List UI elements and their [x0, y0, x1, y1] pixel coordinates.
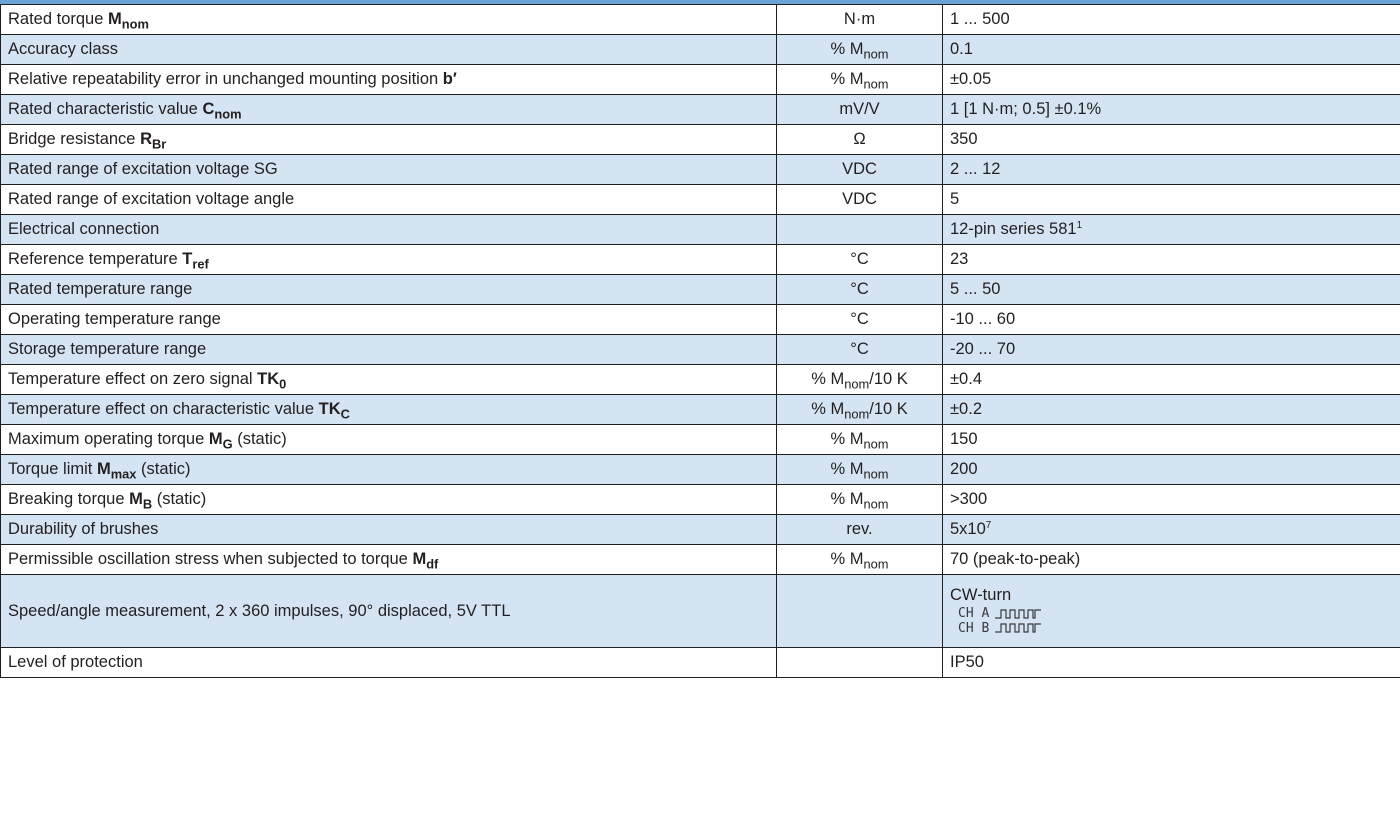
table-row — [1, 425, 1400, 455]
value-cell: 150 — [943, 425, 1400, 455]
parameter-cell: Rated torque $M_{nom}$ — [1, 5, 777, 35]
value-cell: 23 — [943, 245, 1400, 275]
pulse-wave-icon — [995, 609, 1041, 619]
value-cell: $5x10^7$ — [943, 515, 1400, 545]
unit-cell: rev. — [777, 515, 943, 545]
parameter-cell: Rated range of excitation voltage angle — [1, 185, 777, 215]
parameter-cell: Rated temperature range — [1, 275, 777, 305]
table-row — [1, 545, 1400, 575]
unit-cell — [777, 648, 943, 678]
value-cell: 350 — [943, 125, 1400, 155]
value-cell: ±0.05 — [943, 65, 1400, 95]
parameter-cell: Speed/angle measurement, 2 x 360 impulses, 90° displaced, 5V TTL — [1, 575, 777, 648]
parameter-cell: Torque limit $M_{max}$ (static) — [1, 455, 777, 485]
parameter-cell: Temperature effect on zero signal $TK_0$ — [1, 365, 777, 395]
signal-title: CW-turn — [950, 586, 1012, 605]
parameter-cell: Level of protection — [1, 648, 777, 678]
unit-cell: % $M_{nom}/10$ K — [777, 395, 943, 425]
table-row — [1, 575, 1400, 648]
table-row — [1, 485, 1400, 515]
signal-channel — [950, 607, 1400, 621]
channel-label: CH A — [958, 606, 990, 622]
table-row — [1, 215, 1400, 245]
parameter-cell: Operating temperature range — [1, 305, 777, 335]
unit-cell: % $M_{nom}/10$ K — [777, 365, 943, 395]
parameter-cell: Breaking torque $M_B$ (static) — [1, 485, 777, 515]
table-row — [1, 125, 1400, 155]
unit-cell: VDC — [777, 155, 943, 185]
spec-table — [0, 4, 1400, 678]
value-cell: 5 — [943, 185, 1400, 215]
unit-cell: % $M_{nom}$ — [777, 545, 943, 575]
parameter-cell: Rated range of excitation voltage SG — [1, 155, 777, 185]
table-row — [1, 95, 1400, 125]
table-row — [1, 515, 1400, 545]
table-row — [1, 275, 1400, 305]
value-cell: 0.1 — [943, 35, 1400, 65]
table-row — [1, 155, 1400, 185]
table-row — [1, 65, 1400, 95]
table-row — [1, 365, 1400, 395]
value-cell: IP50 — [943, 648, 1400, 678]
value-cell: -10 ... 60 — [943, 305, 1400, 335]
unit-cell: N·m — [777, 5, 943, 35]
table-row — [1, 245, 1400, 275]
parameter-cell: Rated characteristic value $C_{nom}$ — [1, 95, 777, 125]
value-cell: ±0.2 — [943, 395, 1400, 425]
unit-cell: % $M_{nom}$ — [777, 35, 943, 65]
value-cell: 1 ... 500 — [943, 5, 1400, 35]
parameter-cell: Temperature effect on characteristic value $TK_C$ — [1, 395, 777, 425]
unit-cell — [777, 215, 943, 245]
pulse-wave-icon — [995, 623, 1041, 633]
value-cell: 70 (peak-to-peak) — [943, 545, 1400, 575]
unit-cell: VDC — [777, 185, 943, 215]
value-cell: 5 ... 50 — [943, 275, 1400, 305]
unit-cell: % $M_{nom}$ — [777, 425, 943, 455]
unit-cell: °C — [777, 335, 943, 365]
unit-cell — [777, 575, 943, 648]
parameter-cell: Maximum operating torque $M_G$ (static) — [1, 425, 777, 455]
value-cell: ±0.4 — [943, 365, 1400, 395]
parameter-cell: Reference temperature $T_{ref}$ — [1, 245, 777, 275]
unit-cell: °C — [777, 275, 943, 305]
unit-cell: % $M_{nom}$ — [777, 485, 943, 515]
value-cell: 12-pin series $581^1$ — [943, 215, 1400, 245]
table-row — [1, 395, 1400, 425]
table-row — [1, 455, 1400, 485]
table-row — [1, 648, 1400, 678]
table-row — [1, 5, 1400, 35]
parameter-cell: Durability of brushes — [1, 515, 777, 545]
unit-cell: Ω — [777, 125, 943, 155]
value-cell: -20 ... 70 — [943, 335, 1400, 365]
parameter-cell: Storage temperature range — [1, 335, 777, 365]
value-cell — [943, 575, 1400, 648]
unit-cell: °C — [777, 245, 943, 275]
unit-cell: % $M_{nom}$ — [777, 455, 943, 485]
unit-cell: °C — [777, 305, 943, 335]
unit-cell: % $M_{nom}$ — [777, 65, 943, 95]
table-row — [1, 185, 1400, 215]
value-cell: 1 [1 N·m; 0.5] ±0.1% — [943, 95, 1400, 125]
parameter-cell: Electrical connection — [1, 215, 777, 245]
table-row — [1, 35, 1400, 65]
parameter-cell: Relative repeatability error in unchanged mounting position b′ — [1, 65, 777, 95]
parameter-cell: Accuracy class — [1, 35, 777, 65]
channel-label: CH B — [958, 620, 990, 636]
unit-cell: mV/V — [777, 95, 943, 125]
parameter-cell: Permissible oscillation stress when subjected to torque $M_{df}$ — [1, 545, 777, 575]
spec-table-body — [1, 5, 1400, 678]
value-cell: >300 — [943, 485, 1400, 515]
value-cell: 200 — [943, 455, 1400, 485]
table-row — [1, 335, 1400, 365]
table-row — [1, 305, 1400, 335]
parameter-cell: Bridge resistance $R_{Br}$ — [1, 125, 777, 155]
signal-channel — [950, 622, 1400, 636]
value-cell: 2 ... 12 — [943, 155, 1400, 185]
